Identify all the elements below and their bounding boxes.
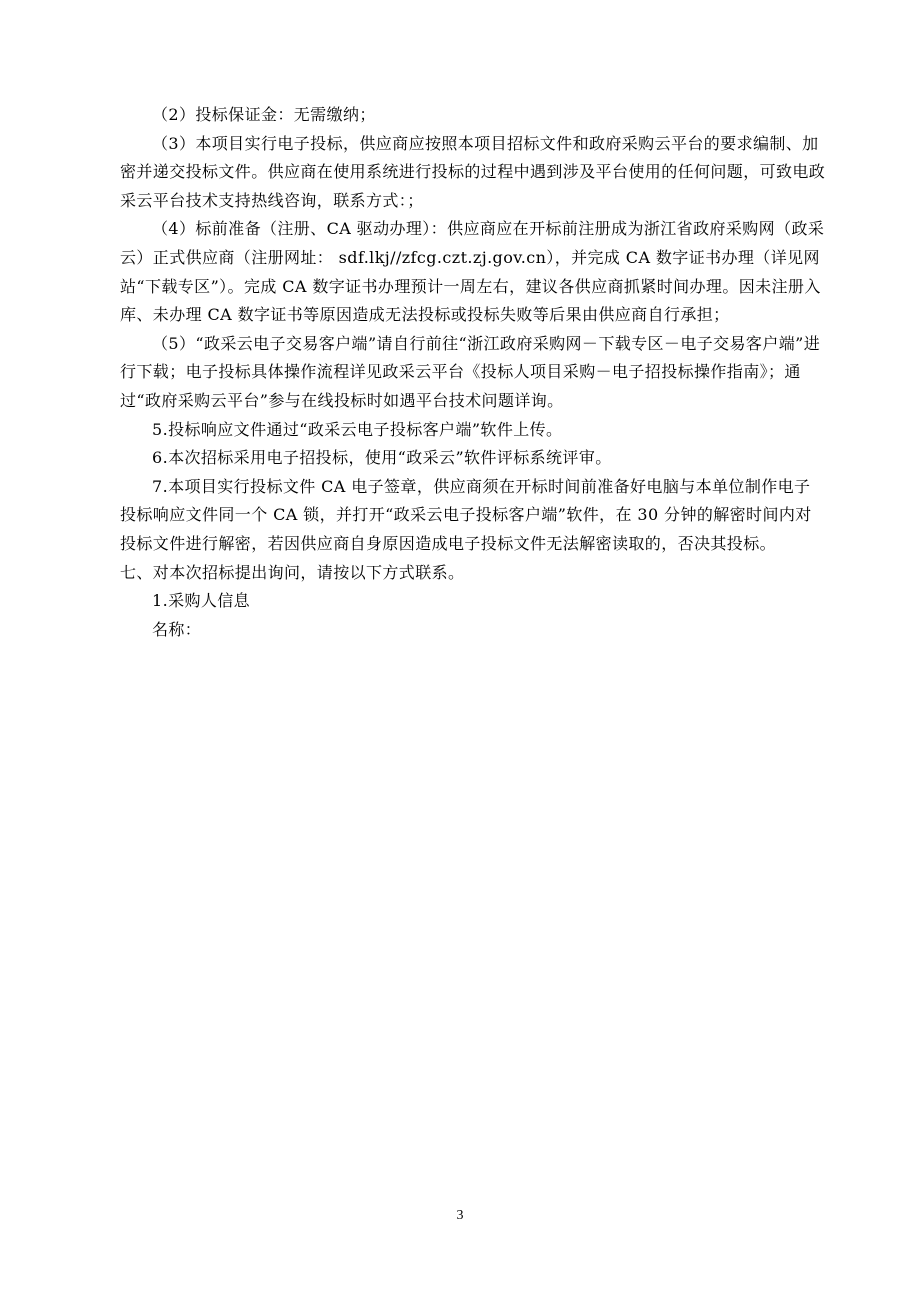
page-number: 3 bbox=[456, 1208, 464, 1223]
paragraph-ca-signature: 7.本项目实行投标文件 CA 电子签章，供应商须在开标时间前准备好电脑与本单位制作电子投标响应文件同一个 CA 锁，并打开“政采云电子投标客户端”软件，在 30 分钟的解密时间内对投标文件进行解密，若因供应商自身原因造成电子投标文件无法解密读取的，否决其投标。 bbox=[120, 476, 812, 553]
paragraph-pre-bid-preparation: （4）标前准备（注册、CA 驱动办理）：供应商应在开标前注册成为浙江省政府采购网（政采云）正式供应商（注册网址： sdf.lkj//zfcg.czt.zj.gov.cn），并完成 CA 数字证书办理（详见网站“下载专区”）。完成 CA 数字证书办理预计一周左右，建议各供应商抓紧时间办理。因未注册入库、未办理 CA 数字证书等原因造成无法投标或投标失败等后果由供应商自行承担； bbox=[120, 219, 825, 325]
paragraph-bid-bond: （2）投标保证金：无需缴纳； bbox=[152, 105, 376, 124]
paragraph-evaluation-system: 6.本次招标采用电子招投标，使用“政采云”软件评标系统评审。 bbox=[152, 448, 612, 468]
purchaser-name-label: 名称： bbox=[152, 619, 202, 639]
purchaser-info-heading: 1.采购人信息 bbox=[152, 591, 251, 611]
paragraph-upload-response: 5.投标响应文件通过“政采云电子投标客户端”软件上传。 bbox=[152, 419, 563, 439]
paragraph-client-download: （5）“政采云电子交易客户端”请自行前往“浙江政府采购网－下载专区－电子交易客户端”进行下载；电子投标具体操作流程详见政采云平台《投标人项目采购－电子招投标操作指南》；通过“政府采购云平台”参与在线投标时如遇平台技术问题详询。 bbox=[120, 333, 821, 410]
document-body bbox=[120, 101, 826, 644]
section-heading-inquiry-contacts: 七、对本次招标提出询问，请按以下方式联系。 bbox=[120, 562, 465, 582]
paragraph-electronic-bidding: （3）本项目实行电子投标，供应商应按照本项目招标文件和政府采购云平台的要求编制、加密并递交投标文件。供应商在使用系统进行投标的过程中遇到涉及平台使用的任何问题，可致电政采云平台技术支持热线咨询，联系方式：； bbox=[120, 133, 826, 210]
